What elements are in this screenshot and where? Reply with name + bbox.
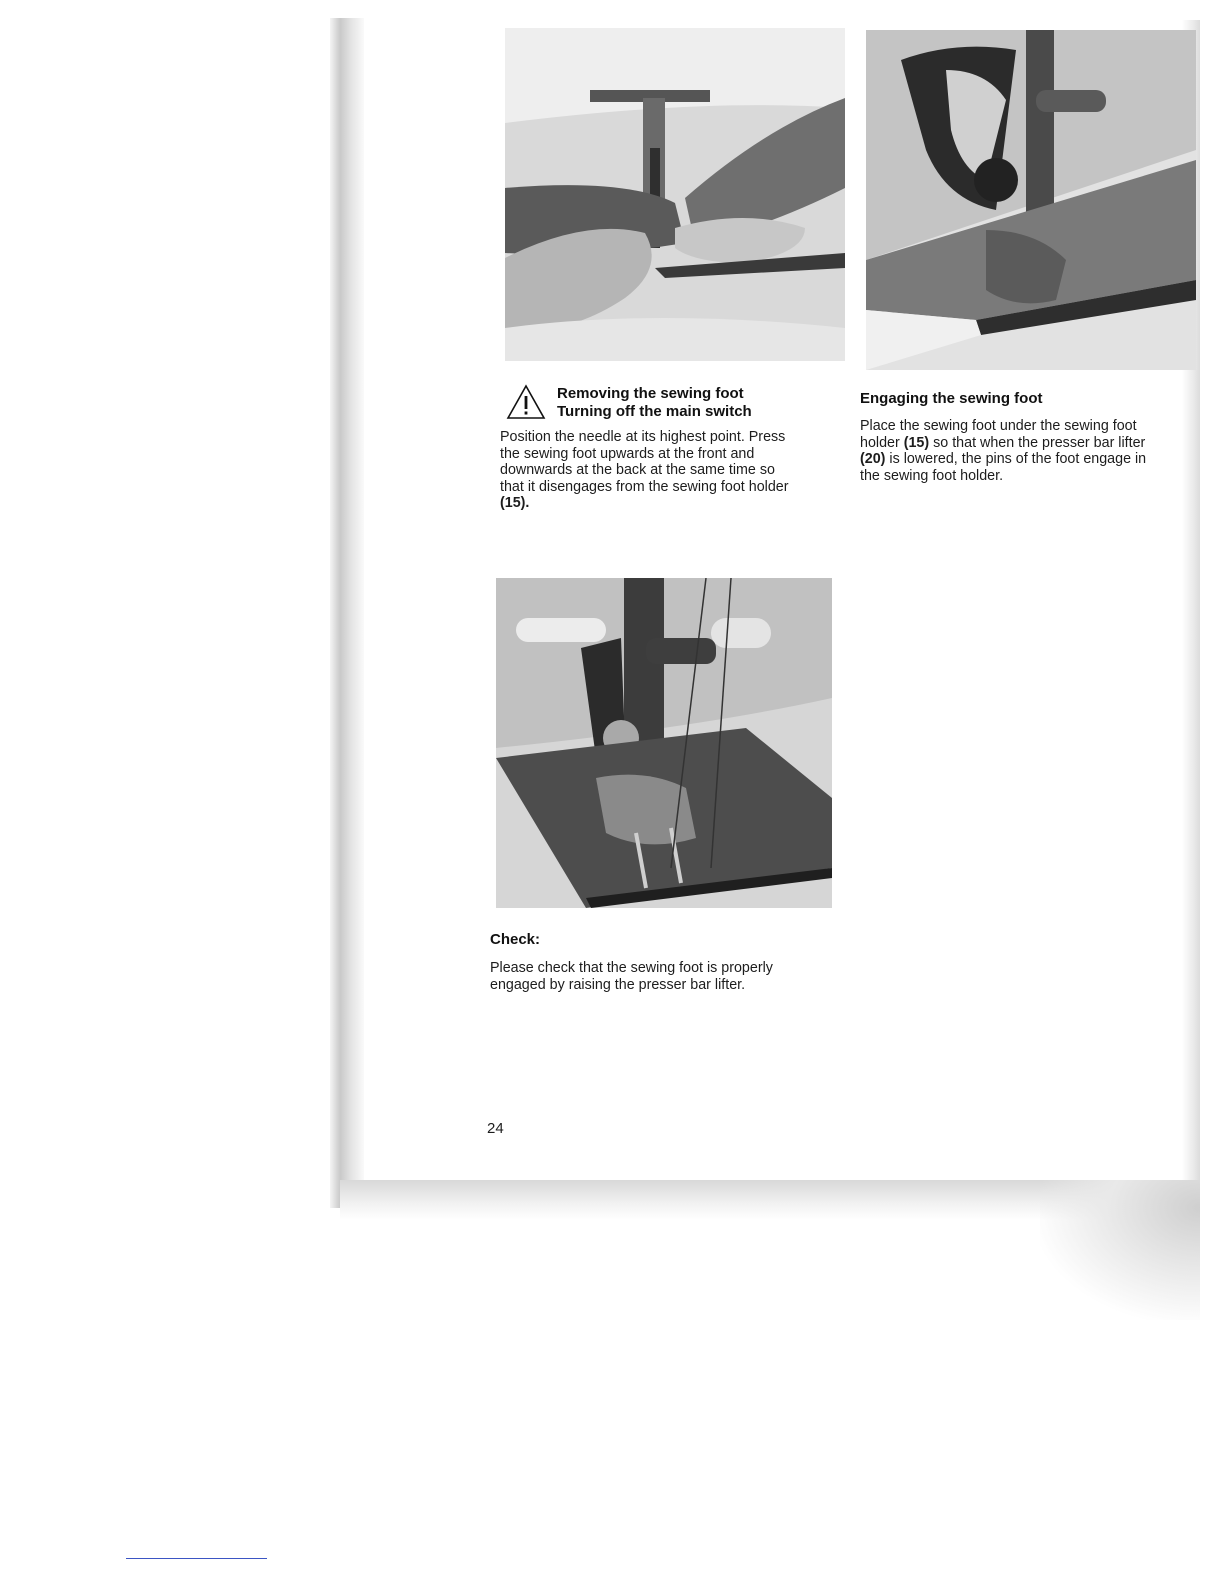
body-line: downwards at the back at the same time so [500,462,775,478]
paragraph-check [490,960,835,993]
page-edge-shadow-left [330,18,364,1208]
heading-engaging-sewing-foot: Engaging the sewing foot [860,390,1043,407]
body-line [860,435,1195,452]
heading-check: Check: [490,931,541,948]
body-line [860,451,1195,468]
divider-line [126,1558,267,1559]
paragraph-engaging-foot [860,418,1195,484]
photo-check-foot-engaged [496,578,832,908]
paragraph-removing-foot [500,429,845,512]
heading-removing-sewing-foot: Removing the sewing foot [557,385,744,402]
body-line: the sewing foot upwards at the front and [500,445,755,462]
body-line: Place the sewing foot under the sewing foot [860,418,1137,434]
reference-number: (20) [860,451,886,467]
reference-number: (15). [500,495,530,511]
page-corner-shadow [1040,1180,1200,1320]
warning-triangle-icon [506,384,546,420]
body-text: is lowered, the pins of the foot engage in [885,451,1147,467]
body-line: Please check that the sewing foot is properly [490,960,773,976]
page-number: 24 [487,1120,504,1137]
photo-removing-sewing-foot [505,28,845,361]
body-text: holder [860,434,904,451]
body-line: Position the needle at its highest point. Press [500,429,786,445]
reference-number: (15) [903,434,930,451]
body-text: so that when the presser bar lifter [929,434,1146,451]
body-line: the sewing foot holder. [860,467,1004,484]
photo-engaging-sewing-foot [866,30,1196,370]
body-line: engaged by raising the presser bar lifter. [490,976,746,993]
body-line: that it disengages from the sewing foot holder [500,478,789,495]
heading-turning-off-main-switch: Turning off the main switch [557,403,752,420]
